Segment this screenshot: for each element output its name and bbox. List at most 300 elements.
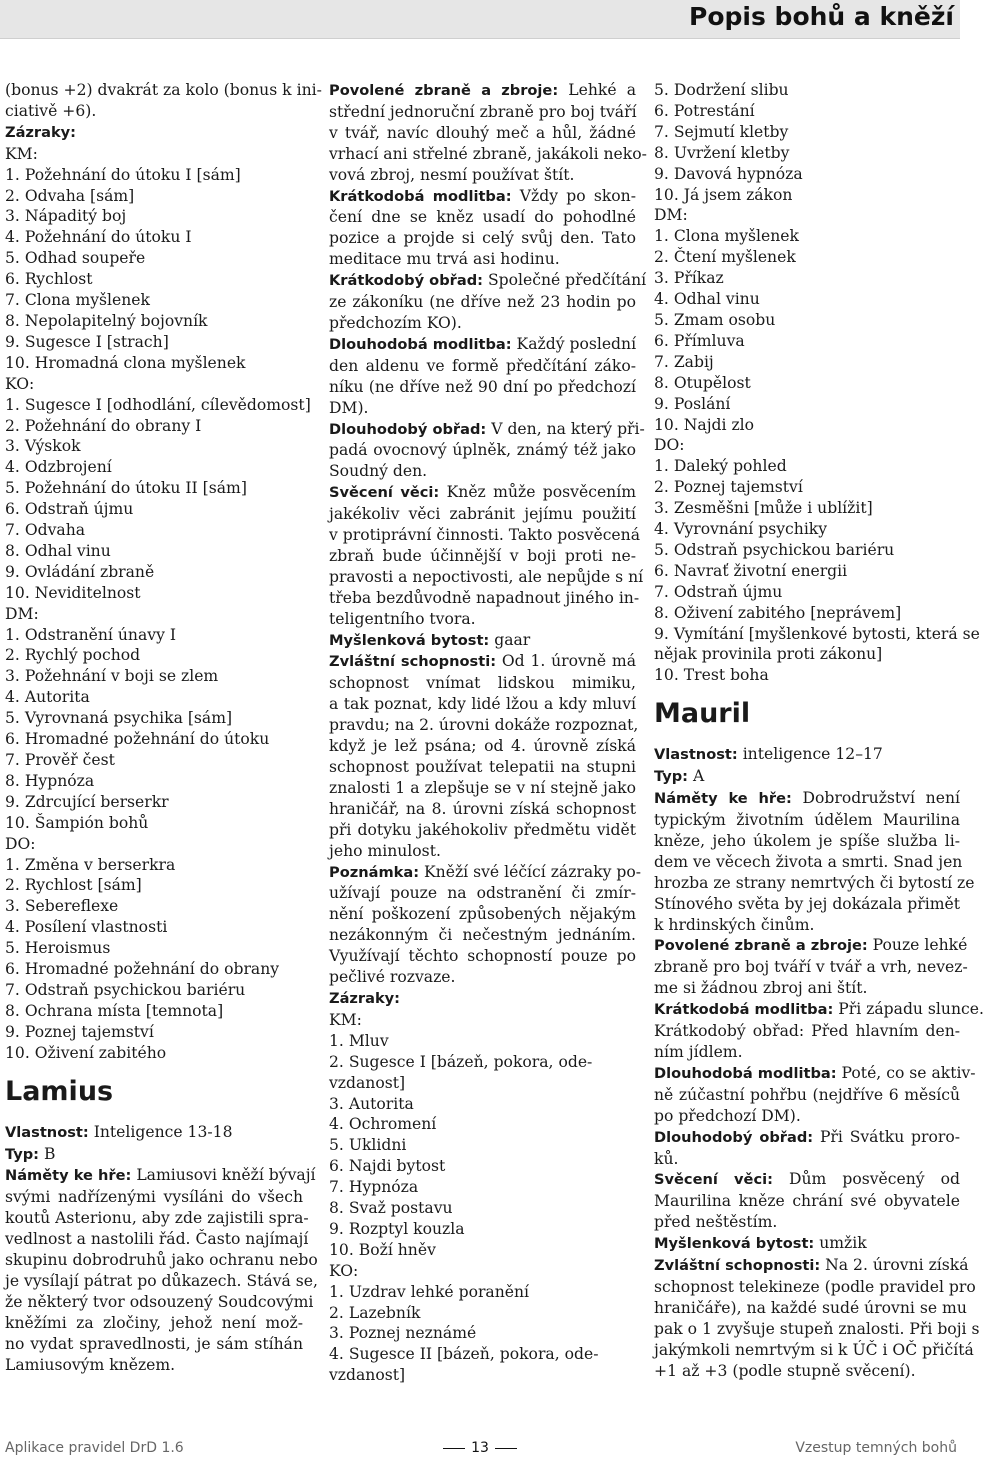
line-text: 5. Heroismus [5,939,111,958]
text-line [5,1022,303,1043]
text-line [5,750,303,771]
line-text: střední jednoruční zbraně pro boj tváří [329,102,637,121]
line-text: 2. Rychlý pochod [5,646,141,665]
line-text: ciativě +6). [5,101,97,120]
line-text: 10. Boží hněv [329,1240,436,1259]
text-line [5,353,303,374]
line-text: Stínového světa by jej dokázala přimět [654,894,960,913]
text-line [329,1114,636,1135]
text-line [329,883,636,904]
line-text: jeho minulost. [329,841,441,860]
line-text: 8. Hypnóza [5,771,95,790]
text-line [654,143,960,164]
line-text: A [688,767,705,786]
section-label: Zázraky: [5,123,77,141]
line-text: 6. Potrestání [654,101,755,120]
line-text: 4. Odhal vinu [654,290,760,309]
text-line [329,1365,636,1386]
text-line [5,144,303,165]
line-text: 7. Odstraň újmu [654,582,783,601]
line-text: 9. Poslání [654,394,731,413]
text-line [5,980,303,1001]
field-label: Krátkodobá modlitba: [329,187,512,205]
line-text: 4. Ochromení [329,1115,437,1134]
line-text: Každý poslední [511,334,637,353]
line-text: ním jídlem. [654,1042,743,1061]
field-label: Zvláštní schopnosti: [329,653,497,671]
line-text: 8. Odhal vinu [5,541,111,560]
text-line [5,1122,303,1144]
line-text: 9. Sugesce I [strach] [5,332,169,351]
line-text: Krátkodobý obřad: Před hlavním den- [654,1022,960,1041]
text-line [654,477,960,498]
line-text: 10. Hromadná clona myšlenek [5,353,246,372]
text-line [654,1277,976,1298]
column-middle [329,80,647,1386]
line-text: DM: [5,604,39,623]
text-line [329,398,636,419]
field-label: Povolené zbraně a zbroje: [329,82,559,99]
line-text: Lamiusovi kněží bývají [131,1166,316,1185]
line-text: ze zákoníku (ne dříve než 23 hodin po [329,293,636,312]
text-line [329,736,636,757]
text-line [329,757,636,778]
text-line [654,744,960,766]
line-text: den aldenu ve formě předčítání záko- [329,356,636,375]
line-text: 3. Sebereflexe [5,897,119,916]
line-text: hraničář, na 8. úrovni získá schopnost [329,799,636,818]
text-line [5,625,303,646]
line-text: 2. Lazebník [329,1303,421,1322]
text-line [5,666,303,687]
line-text: skupinu dobrodruhů jako ochranu nebo [5,1251,318,1270]
line-text: 8. Ochrana místa [temnota] [5,1001,224,1020]
text-line [5,269,303,290]
line-text: Při Svátku proro- [813,1127,960,1146]
text-line [329,1261,636,1282]
text-line [329,249,636,270]
line-text: 4. Sugesce II [bázeň, pokora, ode- [329,1345,599,1364]
page-number-text: 13 [471,1440,489,1456]
text-line [5,645,303,666]
line-text: DM: [654,206,688,225]
text-line [654,1233,960,1255]
text-line [5,499,303,520]
line-text: níku (ne dříve než 90 dní po předchozí [329,377,636,396]
line-text: 9. Rozptyl kouzla [329,1219,465,1238]
text-line [5,1271,318,1292]
line-text: k hrdinských činům. [654,915,815,934]
text-line [5,374,303,395]
line-text: Maurilina kněze chrání své obyvatele [654,1192,960,1211]
text-line [654,582,960,603]
line-text: 8. Otupělost [654,373,751,392]
text-line [329,123,636,144]
line-text: ků. [654,1149,679,1168]
line-text: teligentního tvora. [329,609,476,628]
text-line [329,1303,636,1324]
text-line [654,498,960,519]
line-text: 6. Rychlost [5,270,93,289]
text-line [654,226,960,247]
text-line [5,395,311,416]
text-line [329,419,645,441]
line-text: 9. Ovládání zbraně [5,562,155,581]
text-line [5,101,303,122]
text-line [654,766,960,788]
text-line [654,810,960,831]
field-label: Dlouhodobý obřad: [329,420,487,438]
column-right-top [654,80,980,686]
text-line [5,792,303,813]
line-text: 2. Odvaha [sám] [5,186,135,205]
line-text: 3. Požehnání v boji se zlem [5,667,219,686]
line-text: jakékoliv věci zabránit jejímu použití [329,505,636,524]
text-line [5,1250,318,1271]
text-line [329,820,636,841]
text-line [654,373,960,394]
line-text: 3. Zesměšni [může i ublížit] [654,499,873,518]
line-text: 10. Já jsem zákon [654,185,793,204]
line-text: Využívají těchto schopností pouze po [329,947,636,966]
line-text: 3. Autorita [329,1094,414,1113]
text-line [329,651,636,673]
field-label: Myšlenková bytost: [654,1235,815,1253]
text-line [329,904,636,925]
line-text: 2. Sugesce I [bázeň, pokora, ode- [329,1052,593,1071]
text-line [329,609,636,630]
text-line [654,935,968,957]
line-text: Dům posvěcený od [772,1170,960,1189]
text-line [654,415,960,436]
line-text: 4. Vyrovnání psychiky [654,520,828,539]
text-line [5,875,303,896]
line-text: 6. Hromadné požehnání do obrany [5,960,280,979]
text-line [654,603,960,624]
text-line [329,799,636,820]
text-line [654,852,963,873]
field-label: Dlouhodobá modlitba: [654,1064,837,1082]
text-line [654,1042,960,1063]
text-line [329,356,636,377]
line-text: schopnost používat telepatii na stupni [329,758,636,776]
text-line [5,1229,309,1250]
text-line [329,207,636,228]
line-text: 6. Hromadné požehnání do útoku [5,730,270,749]
line-text: DO: [654,436,685,455]
line-text: 7. Odvaha [5,521,86,540]
line-text: Poté, co se aktiv- [836,1063,976,1082]
text-line [329,1240,636,1261]
column-middle-body [329,80,647,1386]
line-text: KO: [329,1261,359,1280]
text-line [5,290,303,311]
line-text: hraničáře), na každé sudé úrovni se mu [654,1298,967,1317]
text-line [5,248,303,269]
line-text: vzdanost] [329,1073,406,1092]
text-line [5,1355,303,1376]
deity-heading-mauril: Mauril [654,698,751,730]
line-text: nezákonným či nečestným jednáním. [329,926,636,945]
text-line [329,1094,636,1115]
text-line [654,456,960,477]
text-line [5,583,303,604]
deity-heading-lamius: Lamius [5,1075,114,1107]
line-text: KM: [5,144,38,163]
field-label: Povolené zbraně a zbroje: [654,937,868,955]
line-text: Na 2. úrovni získá [820,1256,969,1275]
text-line [329,778,636,799]
line-text: 4. Posílení vlastnosti [5,918,168,937]
column-right [654,80,984,1381]
line-text: 8. Nepolapitelný bojovník [5,311,208,330]
text-line [5,708,303,729]
text-line [329,80,636,102]
line-text: schopnost telekineze (podle pravidel pro [654,1277,976,1296]
text-line [654,352,960,373]
line-text: svými nadřízenými vysíláni do všech [5,1188,303,1207]
line-text: užívají pouze na odstranění či zmír- [329,884,636,903]
text-line [654,1149,960,1170]
line-text: 3. Poznej neznámé [329,1324,477,1343]
text-line [654,185,960,206]
text-line [654,289,960,310]
line-text: 7. Odstraň psychickou bariéru [5,980,246,999]
line-text: 1. Požehnání do útoku I [sám] [5,165,241,184]
text-line [329,377,636,398]
page-footer [0,1440,960,1460]
line-text: 9. Poznej tajemství [5,1022,154,1041]
line-text: Kněz může posvěcením [439,483,636,502]
line-text: v tvář, navíc dlouhý meč a hůl, žádné [329,123,636,142]
line-text: hrozba ze strany nemrtvých či bytostí ze [654,873,975,892]
line-text: Inteligence 13-18 [88,1122,233,1141]
line-text: gaar [489,630,531,649]
line-text: padá ovocnový úplněk, známý též jako [329,441,636,460]
field-label: Typ: [654,768,689,786]
text-line [654,519,960,540]
text-line [329,440,636,461]
text-line [654,1169,960,1191]
text-line [5,311,303,332]
field-label: Krátkodobý obřad: [329,272,483,290]
line-text: 4. Odzbrojení [5,458,112,477]
line-text: nění poškození způsobených nějakým [329,905,636,924]
text-line [654,1021,960,1042]
text-line [5,771,303,792]
text-line [329,715,639,736]
text-line [654,1212,960,1233]
text-line [654,915,960,936]
line-text: no vydat spravedlnosti, je sám stíhán [5,1334,303,1353]
line-text: 6. Odstraň újmu [5,500,134,519]
field-label: Vlastnost: [5,1123,89,1141]
field-label: Myšlenková bytost: [329,631,490,649]
text-line [654,644,960,665]
text-line [329,292,636,313]
line-text: Vždy po skon- [511,186,636,205]
text-line [5,1165,316,1187]
text-line [654,122,960,143]
line-text: schopnost vnímat lidskou mimiku, [329,674,636,693]
line-text: zbraň bude účinnější v boji proti ne- [329,546,636,565]
text-line [329,588,640,609]
text-line [5,959,303,980]
line-text: DO: [5,834,36,853]
line-text: 5. Vyrovnaná psychika [sám] [5,709,233,728]
column-left-bottom [5,1122,318,1376]
line-text: 2. Čtení myšlenek [654,248,796,267]
page-number-rule-left [443,1448,465,1449]
column-right-bottom [654,744,984,1381]
text-line [329,946,636,967]
line-text: 5. Zmam osobu [654,310,776,329]
text-line [5,687,303,708]
line-text: meditace mu trvá asi hodinu. [329,250,560,269]
text-line [329,1344,636,1365]
text-line [329,841,636,862]
line-text: pak o 1 zvyšuje stupeň znalosti. Při boji s [654,1319,980,1338]
text-line [5,227,303,248]
line-text: pozice a projde si celý svůj den. Tato [329,229,636,248]
line-text: Lamiusovým knězem. [5,1355,176,1374]
line-text: 5. Požehnání do útoku II [sám] [5,479,247,498]
text-line [5,520,303,541]
text-line [329,1177,636,1198]
line-text: v protiprávní činnosti. Takto posvěcená [329,526,640,545]
line-text: 3. Příkaz [654,269,724,288]
line-text: vedlnost a nastolili řád. Často najímají [5,1230,309,1249]
line-text: dem ve věcech života a smrti. Snad jen [654,852,963,871]
text-line [654,978,960,999]
line-text: 4. Požehnání do útoku I [5,228,192,247]
page-number-rule-right [495,1448,517,1449]
text-line [5,165,303,186]
text-line [329,1323,636,1344]
text-line [654,205,960,226]
line-text: ně zúčastní pohřbu (nejdříve 6 měsíců [654,1085,960,1104]
text-line [654,268,960,289]
line-text: typickým životním údělem Maurilina [654,811,960,829]
text-line [5,1001,303,1022]
field-label: Dlouhodobý obřad: [654,1128,814,1146]
line-text: pečlivé rozvaze. [329,968,456,987]
line-text: 8. Svaž postavu [329,1199,453,1218]
line-text: V den, na který při- [486,419,645,438]
text-line [654,310,960,331]
footer-chapter-title: Vzestup temných bohů [795,1440,957,1456]
line-text: po předchozí DM). [654,1106,801,1125]
line-text: 7. Hypnóza [329,1178,419,1197]
line-text: 8. Oživení zabitého [neprávem] [654,603,902,622]
line-text: 3. Výskok [5,437,81,456]
text-line [329,967,636,988]
line-text: 1. Uzdrav lehké poranění [329,1282,530,1301]
line-text: 10. Najdi zlo [654,415,755,434]
text-line [654,788,960,810]
text-line [654,1106,960,1127]
line-text: vrhací ani střelné zbraně, jakákoli neko- [329,144,647,163]
line-text: je vysílají pátrat po důkazech. Stává se, [5,1271,318,1290]
line-text: vová zbroj, nesmí používat štít. [329,165,575,184]
column-left [5,80,322,1375]
line-text: DM). [329,398,369,417]
field-label: Svěcení věci: [329,484,440,502]
line-text: 1. Sugesce I [odhodlání, cílevědomost] [5,395,311,414]
text-line [654,435,960,456]
footer-book-title: Aplikace pravidel DrD 1.6 [5,1440,184,1456]
text-line [654,80,960,101]
text-line [654,1085,960,1106]
field-label: Typ: [5,1145,40,1163]
text-line [329,482,636,504]
text-line [654,1298,967,1319]
text-line [5,1043,303,1064]
line-text: 2. Rychlost [sám] [5,876,142,895]
line-text: 1. Daleký pohled [654,457,787,476]
line-text: 1. Clona myšlenek [654,227,799,246]
text-line [5,917,303,938]
line-text: 1. Změna v berserkra [5,855,176,874]
line-text: 9. Davová hypnóza [654,164,803,183]
text-line [329,1198,636,1219]
text-line [5,122,303,144]
text-line [329,1219,636,1240]
line-text: 2. Poznej tajemství [654,478,803,497]
line-text: Lehké a [558,81,636,99]
line-text: 3. Nápaditý boj [5,207,127,226]
text-line [329,1031,636,1052]
text-line [5,604,303,625]
line-text: 10. Oživení zabitého [5,1043,167,1062]
column-left-top [5,80,322,1064]
field-label: Náměty ke hře: [654,790,792,808]
header-title: Popis bohů a kněží [689,2,954,31]
text-line [5,1144,303,1166]
text-line [5,541,303,562]
line-text: 2. Požehnání do obrany I [5,416,202,435]
text-line [329,862,642,884]
line-text: a tak poznat, kdy lidé lžou a kdy mluví [329,695,636,714]
text-line [654,624,980,645]
line-text: me si žádnou zbroj ani štít. [654,979,868,998]
text-line [5,834,303,855]
line-text: Společné předčítání [482,271,647,290]
line-text: 1. Mluv [329,1031,389,1050]
field-label: Náměty ke hře: [5,1167,132,1185]
text-line [5,332,303,353]
text-line [329,165,636,186]
text-line [654,561,960,582]
line-text: 6. Přímluva [654,331,745,350]
text-line [5,729,303,750]
line-text: Kněží své léčící zázraky po- [419,862,642,881]
text-line [5,938,303,959]
text-line [329,630,636,652]
text-line [654,1255,969,1277]
line-text: KO: [5,374,35,393]
text-line [654,957,968,978]
text-line [329,334,636,356]
text-line [329,1156,636,1177]
text-line [654,1340,974,1361]
line-text: kněze, jeho úkolem je spíše služba li- [654,831,960,850]
line-text: koutů Asterionu, aby zde zajistili spra- [5,1209,309,1228]
text-line [654,1319,980,1340]
text-line [5,80,322,101]
line-text: když je lež psána; od 4. úrovně získá [329,737,636,756]
text-line [329,1052,636,1073]
